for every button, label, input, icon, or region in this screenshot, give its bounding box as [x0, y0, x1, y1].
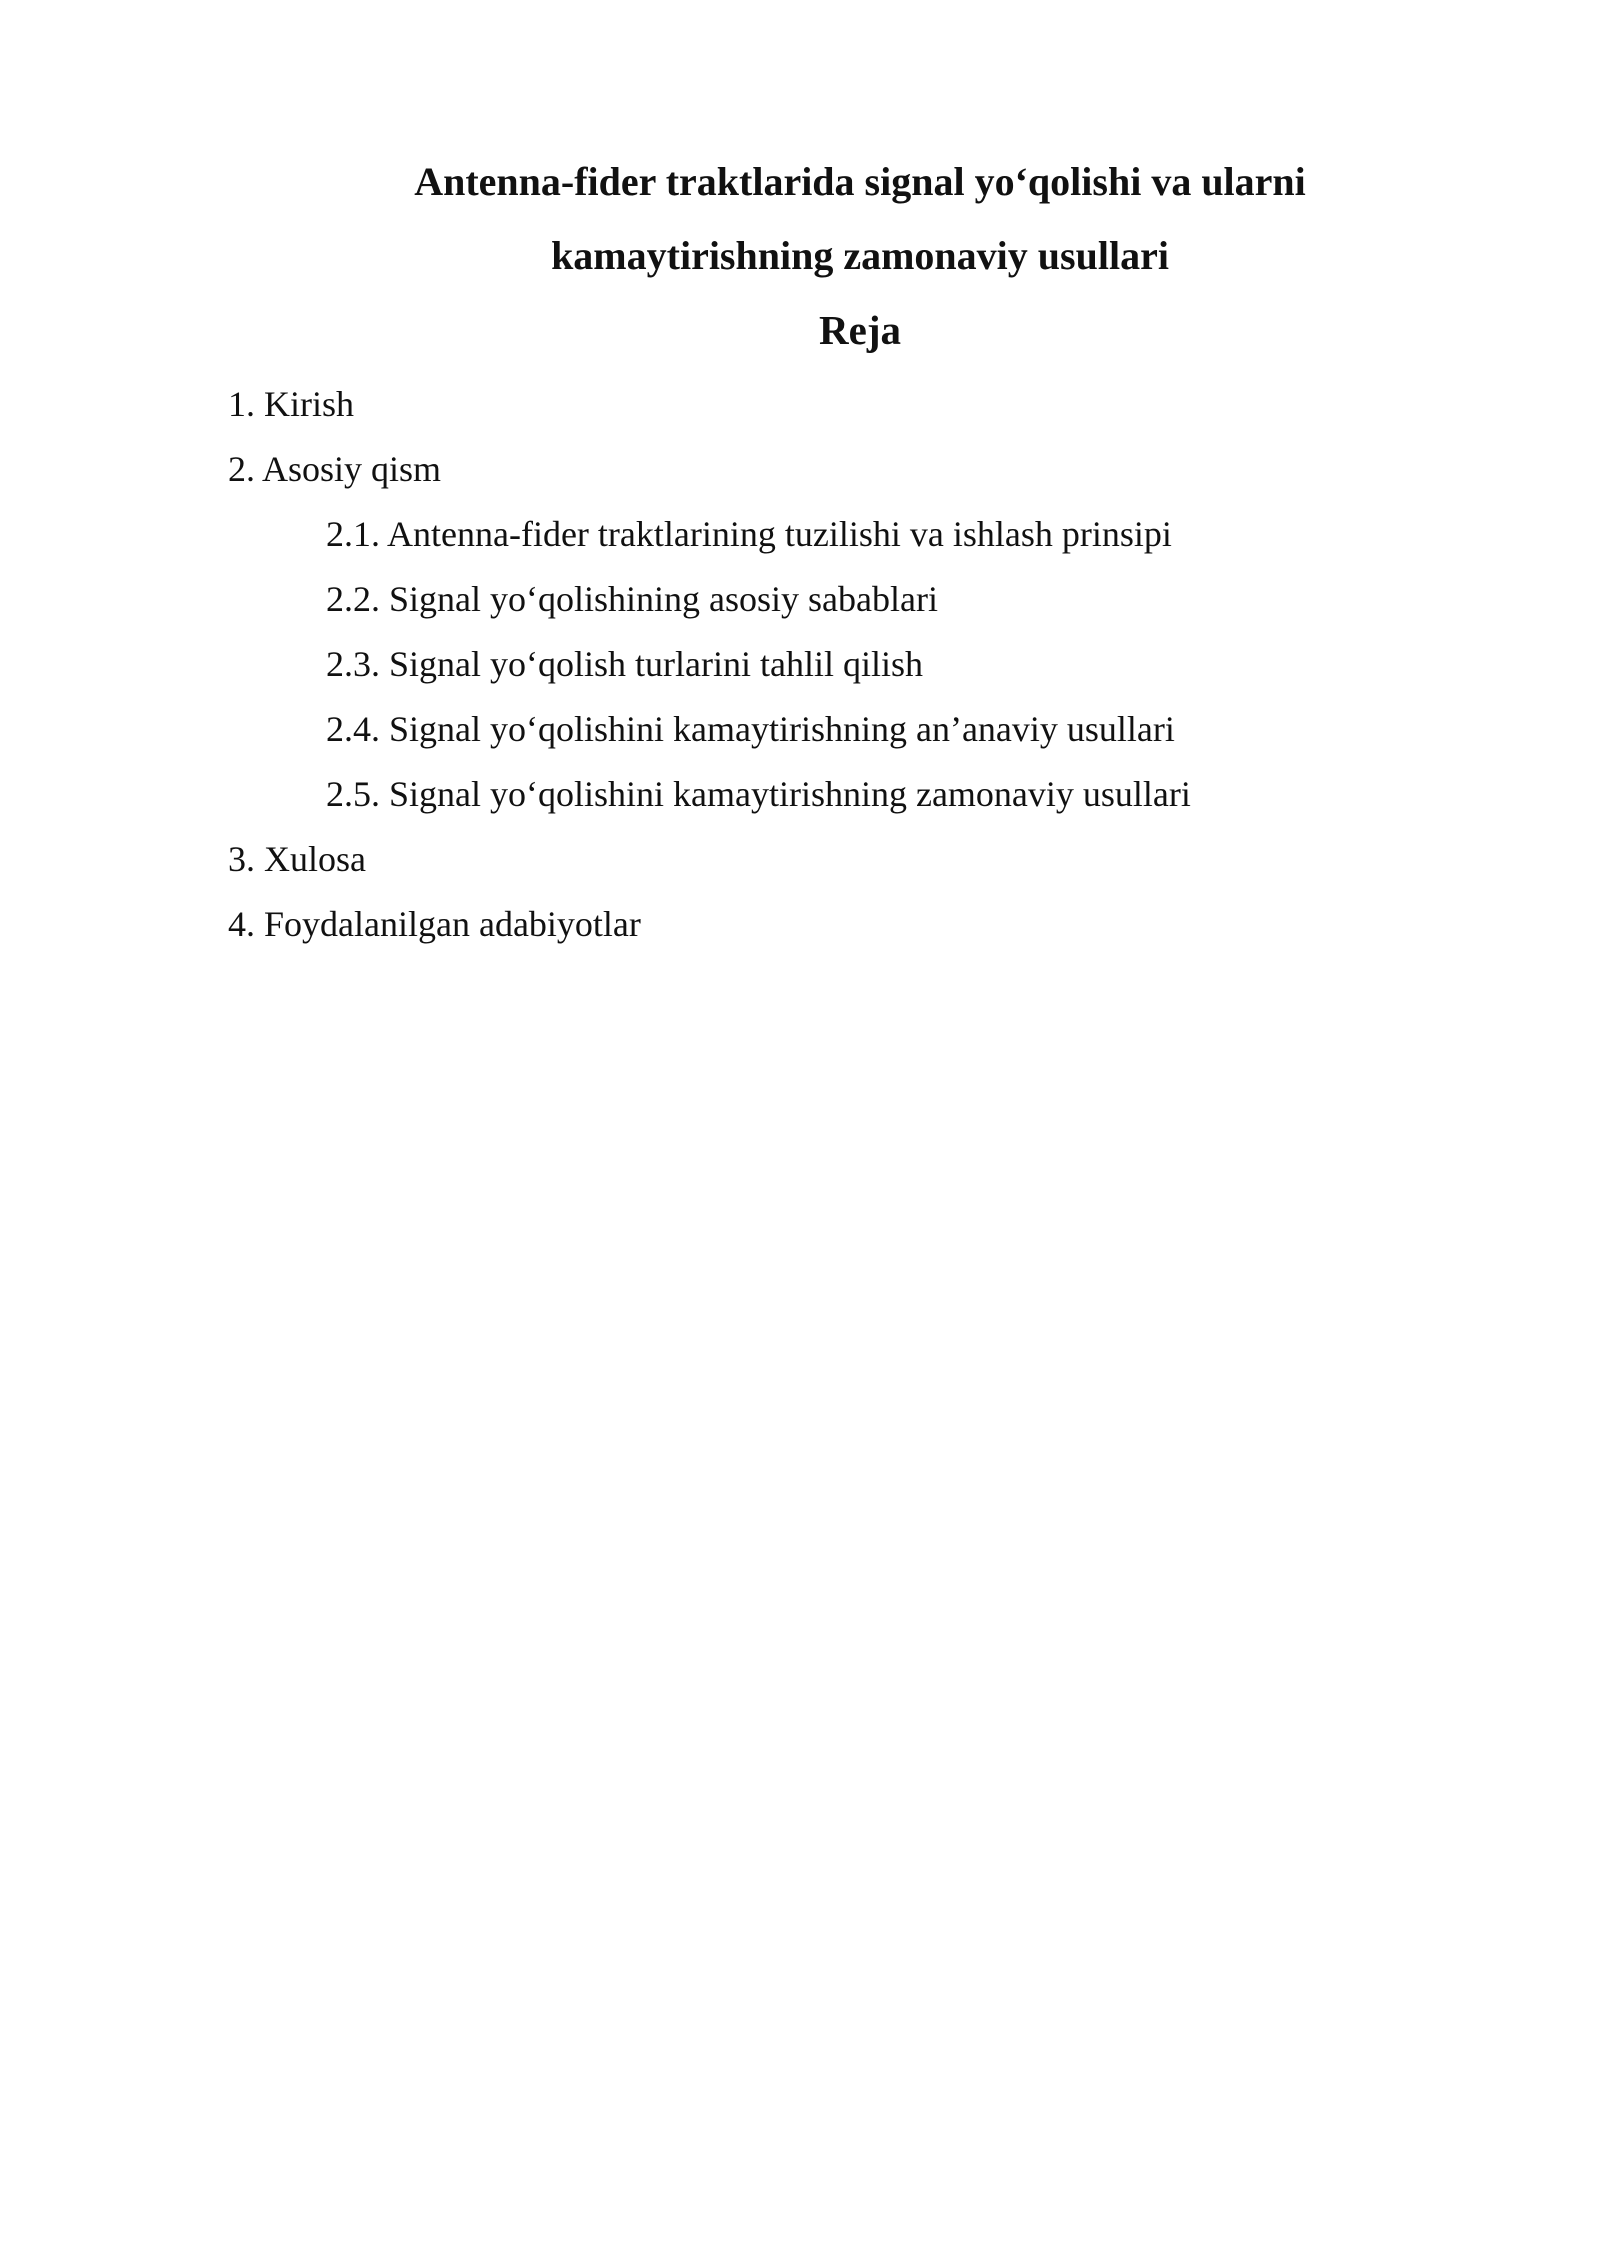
table-of-contents: [228, 372, 1428, 957]
toc-subitem-2-1: 2.1. Antenna-fider traktlarining tuzilishi va ishlash prinsipi: [326, 514, 1172, 554]
plan-heading: Reja: [819, 307, 901, 353]
toc-subitem-2-4: 2.4. Signal yo‘qolishini kamaytirishning an’anaviy usullari: [326, 709, 1175, 749]
toc-subitem-2-3: 2.3. Signal yo‘qolish turlarini tahlil qilish: [326, 644, 923, 684]
toc-item-main-part: 2. Asosiy qism: [228, 449, 442, 489]
toc-item-introduction: 1. Kirish: [228, 384, 354, 424]
title-block: [230, 145, 1490, 367]
toc-item-conclusion: 3. Xulosa: [228, 839, 366, 879]
document-title-line-1: Antenna-fider traktlarida signal yo‘qolishi va ularni: [414, 159, 1306, 204]
toc-item-references: 4. Foydalanilgan adabiyotlar: [228, 904, 641, 944]
toc-subitem-2-2: 2.2. Signal yo‘qolishining asosiy sabablari: [326, 579, 938, 619]
toc-subitem-2-5: 2.5. Signal yo‘qolishini kamaytirishning zamonaviy usullari: [326, 774, 1191, 814]
document-title-line-2: kamaytirishning zamonaviy usullari: [551, 233, 1169, 278]
